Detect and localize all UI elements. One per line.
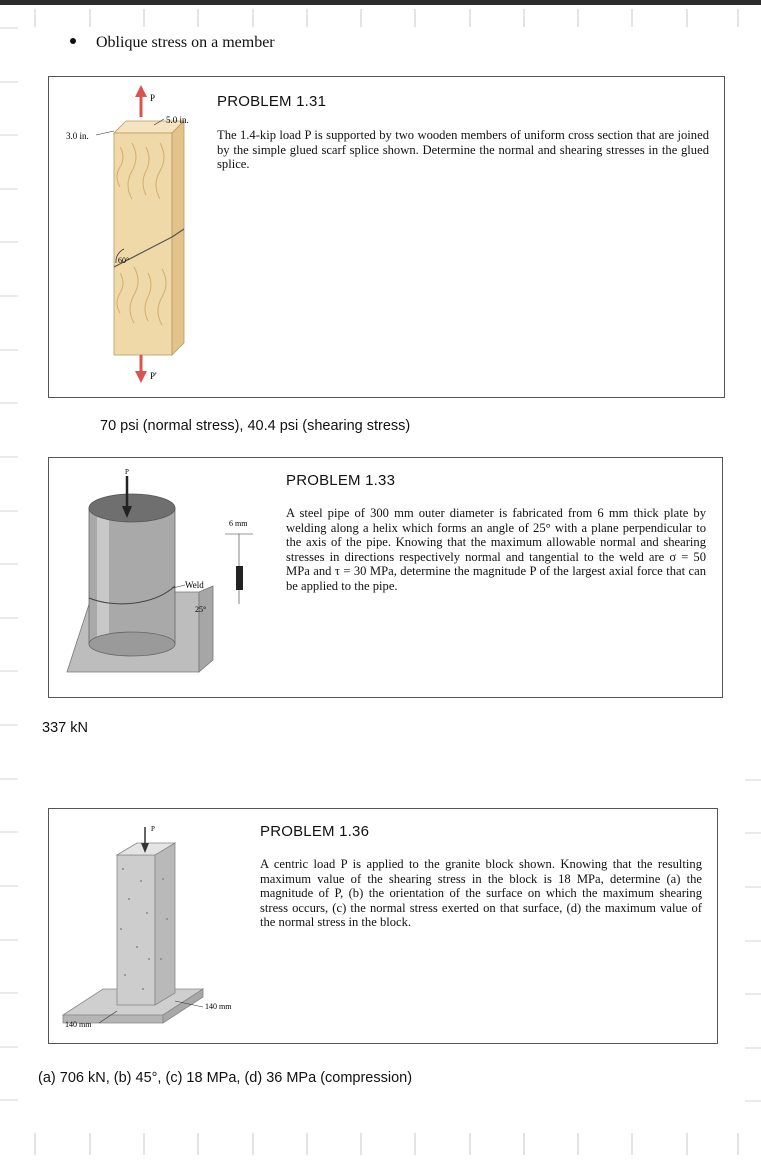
load-arrowhead-bottom <box>135 371 147 383</box>
label-P-top: P <box>150 93 156 103</box>
label-P: P <box>125 468 129 476</box>
problem-1-36-text: A centric load P is applied to the granite block shown. Knowing that the resulting maximum value of the shearing stress in the block is 18 MPa, determine (a) the magnitude of P, (b) the orientation of the surface on which the maximum shearing stress occurs, (c) the normal stress exerted on that surface, (d) the maximum value of the normal stress in the block. <box>260 857 702 930</box>
ruler-top <box>0 5 761 27</box>
label-angle-25: 25° <box>195 605 207 614</box>
label-dim-right: 140 mm <box>205 1002 232 1011</box>
problem-1-33-title: PROBLEM 1.33 <box>286 472 396 489</box>
label-depth: 5.0 in. <box>166 115 189 125</box>
wood-splice-figure <box>54 77 214 395</box>
block-front <box>117 855 155 1005</box>
pipe-figure <box>53 458 275 696</box>
load-arrowhead-top <box>135 85 147 97</box>
block-side <box>155 843 175 1005</box>
label-P: P <box>151 825 155 833</box>
problem-1-31-box <box>48 76 725 398</box>
problem-1-33-text: A steel pipe of 300 mm outer diameter is fabricated from 6 mm thick plate by welding along a helix which forms an angle of 25° with a plane perpendicular to the axis of the pipe. Knowing that the maximum allowable normal and shearing stresses in directions respectively normal and tangential to the weld are σ = 50 MPa and τ = 30 MPa, determine the magnitude P of the largest axial force that can be applied to the pipe. <box>286 506 706 593</box>
section-title: Oblique stress on a member <box>96 34 275 51</box>
problem-1-36-box <box>48 808 718 1044</box>
granite-block-figure <box>53 809 253 1041</box>
problem-1-31-text: The 1.4-kip load P is supported by two wooden members of uniform cross section that are joined by the simple glued scarf splice shown. Determine the normal and shearing stresses in the glued splice. <box>217 128 709 172</box>
label-weld: Weld <box>185 580 204 590</box>
label-dim-left: 140 mm <box>65 1020 92 1029</box>
answer-1-31: 70 psi (normal stress), 40.4 psi (shearing stress) <box>100 418 411 434</box>
answer-1-36: (a) 706 kN, (b) 45°, (c) 18 MPa, (d) 36 MPa (compression) <box>38 1070 413 1086</box>
section-bullet <box>70 34 275 52</box>
answer-1-33: 337 kN <box>42 720 88 736</box>
ruler-left <box>0 0 20 1163</box>
bullet-dot <box>70 38 76 44</box>
label-width: 3.0 in. <box>66 131 89 141</box>
block-front-face <box>114 133 172 355</box>
pipe-top <box>89 494 175 522</box>
label-thickness: 6 mm <box>229 519 248 528</box>
label-angle: 60° <box>118 256 130 265</box>
problem-1-33-box <box>48 457 723 698</box>
problem-1-31-title: PROBLEM 1.31 <box>217 93 327 110</box>
problem-1-36-title: PROBLEM 1.36 <box>260 823 370 840</box>
ruler-right <box>741 0 761 1163</box>
ruler-bottom <box>0 1133 761 1155</box>
block-side-face <box>172 121 184 355</box>
weld-detail <box>236 566 243 590</box>
label-P-bottom: P' <box>150 371 157 381</box>
